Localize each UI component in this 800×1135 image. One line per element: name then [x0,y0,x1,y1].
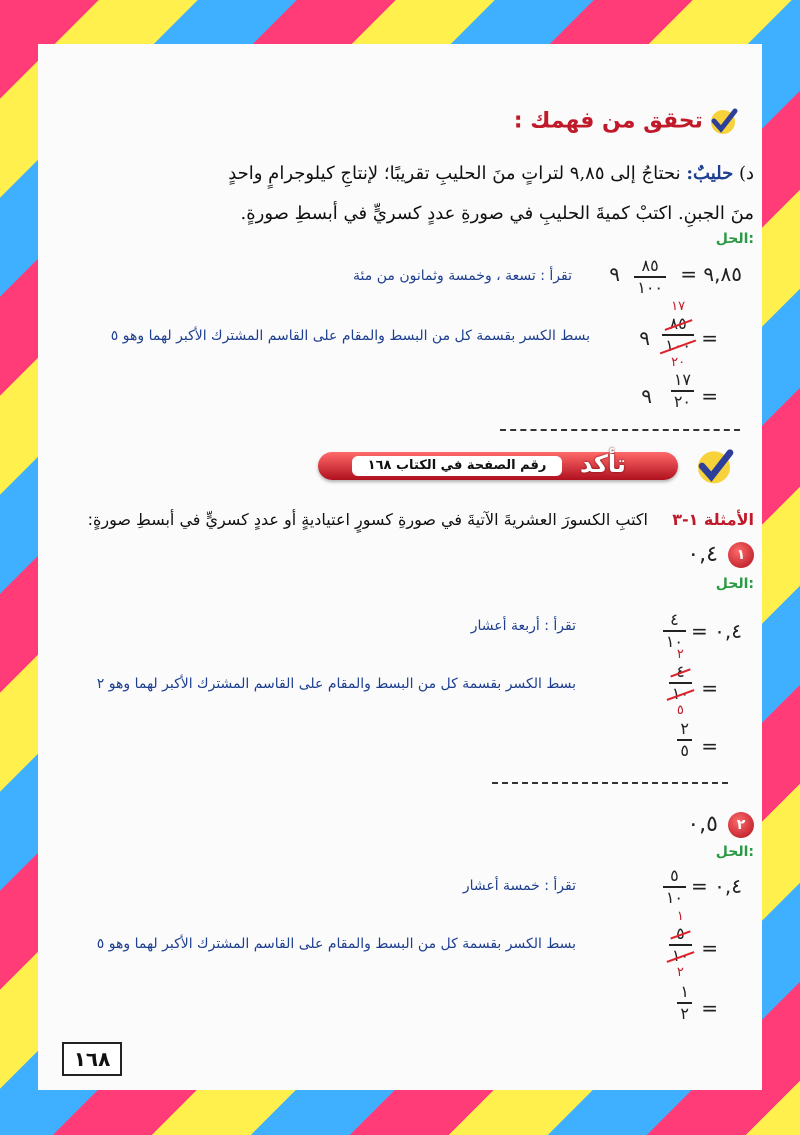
examples-instruction: اكتبِ الكسورَ العشريةَ الآتيةَ في صورةِ كسورٍ اعتياديةٍ أو عددٍ كسريٍّ في أبسطِ صورةٍ: [87,510,648,529]
examples-label: الأمثلة ١-٣ [672,510,754,529]
problem-line-2: منَ الجبنِ. اكتبْ كميةَ الحليبِ في صورةِ عددٍ كسريٍّ في أبسطِ صورةٍ. [240,203,754,224]
step3-numerator: ١٧ [673,370,691,389]
worksheet-page [38,44,762,1090]
problem-1-number: ١ [728,542,754,568]
separator [492,782,728,784]
p2-step2-new-numerator: ١ [676,909,684,924]
step3-denominator: ٢٠ [673,392,691,411]
p2-step3-denominator: ٢ [680,1004,689,1023]
p1-step3-numerator: ٢ [680,719,689,738]
p2-step2-note: بسط الكسر بقسمة كل من البسط والمقام على القاسم المشترك الأكبر لهما وهو ٥ [96,936,576,952]
p2-step2-denominator: ١٠ [669,946,692,966]
p1-step1-note: تقرأ : أربعة أعشار [470,618,576,634]
p2-step2-new-denominator: ٢ [676,965,684,980]
p2-step3-numerator: ١ [680,982,689,1001]
examples-instruction-line [88,510,754,529]
page-number: ١٦٨ [62,1042,122,1076]
problem-line-1: نحتاجُ إلى ٩,٨٥ لتراتٍ منَ الحليبِ تقريبًا؛ لإنتاجِ كيلوجرامٍ واحدٍ [228,163,681,184]
p2-step2-fraction [669,910,692,980]
step2-note: بسط الكسر بقسمة كل من البسط والمقام على القاسم المشترك الأكبر لهما وهو ٥ [110,328,590,344]
step2-fraction [662,300,694,370]
problem-2-solution-label: الحل: [715,844,754,860]
p1-step2-new-denominator: ٥ [676,703,684,718]
p2-step1-lhs: ٠,٤ = [691,874,742,898]
step2-denominator: ١٠٠ [662,336,694,356]
step1-denominator: ١٠٠ [637,278,663,297]
step3-equals: = [701,384,718,408]
separator [500,429,740,431]
step2-numerator: ٨٥ [667,314,690,334]
p1-step1-lhs: ٠,٤ = [691,619,742,643]
p2-step1-denominator: ١٠ [665,888,683,907]
step2-new-numerator: ١٧ [671,299,686,314]
checkmark-icon [694,446,734,490]
banner-title: تأكد [580,450,626,478]
p1-step1-denominator: ١٠ [665,632,683,651]
step2-equals: = [701,326,718,350]
step3-fraction [671,370,694,412]
section-heading-text: تحقق من فهمك : [513,108,703,134]
problem-2-value: ٠,٥ [687,812,718,837]
step1-lhs: ٩,٨٥ = [680,262,742,286]
p1-step2-equals: = [701,676,718,700]
p2-step1-fraction [663,866,686,908]
p1-step3-denominator: ٥ [680,741,689,760]
step1-fraction [634,256,666,298]
p1-step2-denominator: ١٠ [669,684,692,704]
solution-label: الحل: [715,231,754,247]
p2-step2-numerator: ٥ [673,924,688,944]
step3-whole: ٩ [641,384,652,408]
problem-1-solution-label: الحل: [715,576,754,592]
p2-step1-note: تقرأ : خمسة أعشار [462,878,576,894]
checkmark-icon [708,106,738,140]
check-understanding-heading [514,106,738,140]
p1-step3-equals: = [701,734,718,758]
p1-step2-fraction [669,648,692,718]
p2-step1-numerator: ٥ [670,866,679,885]
p2-step2-equals: = [701,936,718,960]
problem-letter: د) [738,163,754,184]
step1-note: تقرأ : تسعة ، وخمسة وثمانون من مئة [353,268,572,284]
p1-step1-fraction [663,610,686,652]
p1-step2-numerator: ٤ [673,662,688,682]
p1-step1-numerator: ٤ [670,610,679,629]
p1-step3-fraction [677,719,692,761]
step1-whole: ٩ [609,262,620,286]
p2-step3-fraction [677,982,692,1024]
problem-keyword: حليبٌ: [686,163,734,184]
milk-problem [134,154,754,234]
p2-step3-equals: = [701,996,718,1020]
p1-step2-new-numerator: ٢ [676,647,684,662]
banner-page-label: رقم الصفحة في الكتاب ١٦٨ [352,456,562,476]
step2-whole: ٩ [639,326,650,350]
check-banner [318,444,742,488]
step1-numerator: ٨٥ [641,256,659,275]
p1-step2-note: بسط الكسر بقسمة كل من البسط والمقام على القاسم المشترك الأكبر لهما وهو ٢ [96,676,576,692]
problem-1-value: ٠,٤ [687,542,718,567]
step2-new-denominator: ٢٠ [671,355,686,370]
problem-2-number: ٢ [728,812,754,838]
